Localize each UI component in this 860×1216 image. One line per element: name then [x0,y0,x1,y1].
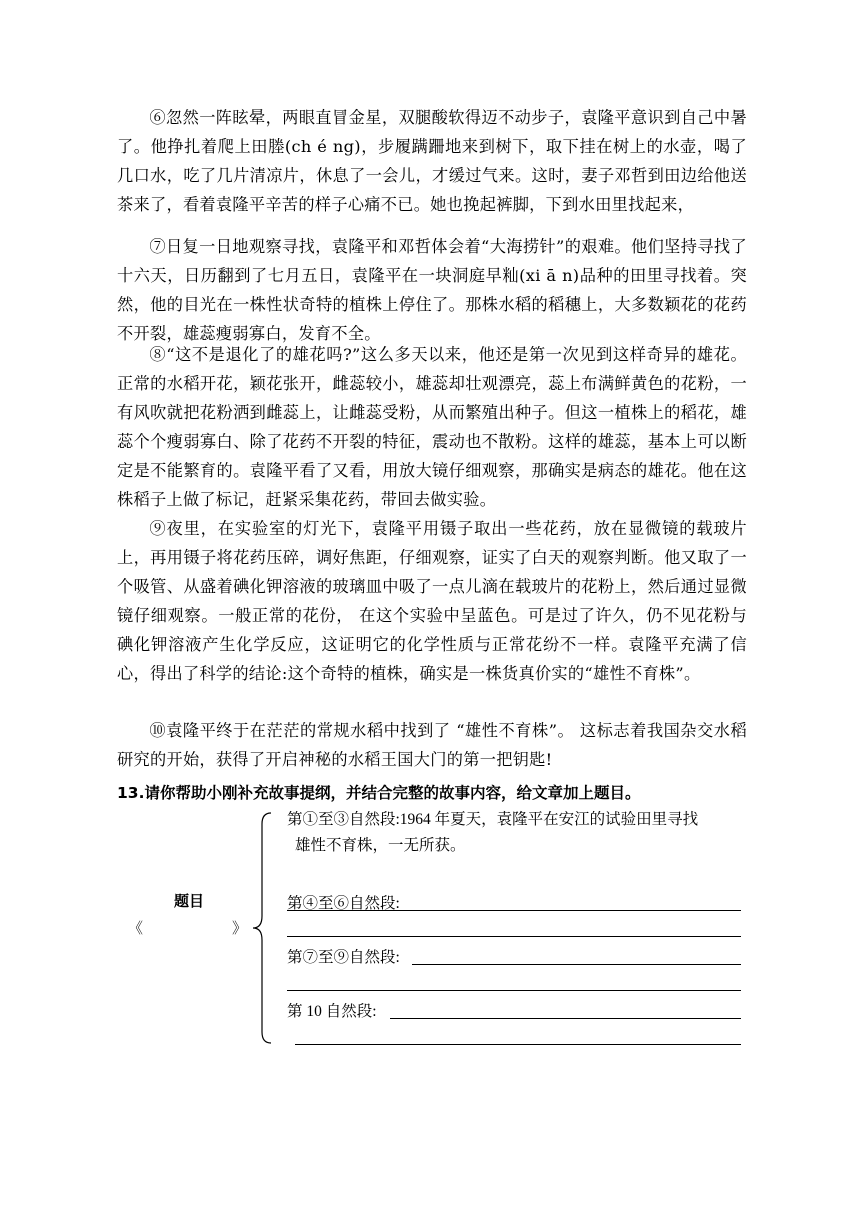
answer-line[interactable] [390,1018,741,1019]
outline-item-2: 第④至⑥自然段: [287,895,400,912]
answer-line[interactable] [287,910,741,911]
answer-line[interactable] [412,964,741,965]
title-close-mark: 》 [232,919,248,937]
outline-item-4: 第 10 自然段: [287,1003,377,1020]
title-label: 题目 [174,892,205,910]
paragraph-7: ⑦日复一日地观察寻找，袁隆平和邓哲体会着“大海捞针”的艰难。他们坚持寻找了十六天，日历翻到了七月五日，袁隆平在一块洞庭早籼(xi ā n)品种的田里寻找着。突然，他的目光在一株性状奇特的植株上停住了。那株水稻的稻穗上，大多数颖花的花药不开裂，雄蕊瘦弱寡白，发育不全。 [117,237,747,343]
outline-brace [252,812,272,1044]
answer-line[interactable] [287,936,741,937]
answer-line[interactable] [295,1044,741,1045]
outline-item-1-continued: 雄性不育株，一无所获。 [295,837,466,854]
title-open-mark: 《 [128,919,144,937]
outline-item-1: 第①至③自然段:1964 年夏天，袁隆平在安江的试验田里寻找 [287,811,699,828]
paragraph-6: ⑥忽然一阵眩晕，两眼直冒金星，双腿酸软得迈不动步子，袁隆平意识到自己中暑了。他挣扎着爬上田塍(ch é ng)，步履蹒跚地来到树下，取下挂在树上的水壶，喝了几口水，吃了几片清凉片，休息了一会儿，才缓过气来。这时，妻子邓哲到田边给他送茶来了，看着袁隆平辛苦的样子心痛不已。她也挽起裤脚，下到水田里找起来， [117,108,747,214]
outline-item-3: 第⑦至⑨自然段: [287,949,400,966]
paragraph-10: ⑩袁隆平终于在茫茫的常规水稻中找到了 “雄性不育株”。 这标志着我国杂交水稻研究的开始，获得了开启神秘的水稻王国大门的第一把钥匙! [117,721,747,769]
answer-line[interactable] [287,990,741,991]
paragraph-9: ⑨夜里，在实验室的灯光下，袁隆平用镊子取出一些花药，放在显微镜的载玻片上，再用镊子将花药压碎，调好焦距，仔细观察，证实了白天的观察判断。他又取了一个吸管、从盛着碘化钾溶液的玻璃皿中吸了一点儿滴在载玻片的花粉上，然后通过显微镜仔细观察。一般正常的花份， 在这个实验中呈蓝色。可是过了许久，仍不见花粉与碘化钾溶液产生化学反应，这证明它的化学性质与正常花纷不一样。袁隆平充满了信心，得出了科学的结论:这个奇特的植株，确实是一株货真价实的“雄性不育株”。 [117,519,747,683]
paragraph-8: ⑧“这不是退化了的雄花吗?”这么多天以来，他还是第一次见到这样奇异的雄花。正常的水稻开花，颖花张开，雌蕊较小，雄蕊却壮观漂亮，蕊上布满鲜黄色的花粉，一有风吹就把花粉洒到雌蕊上，让雌蕊受粉，从而繁殖出种子。但这一植株上的稻花，雄蕊个个瘦弱寡白、除了花药不开裂的特征，震动也不散粉。这样的雄蕊，基本上可以断定是不能繁育的。袁隆平看了又看，用放大镜仔细观察，那确实是病态的雄花。他在这株稻子上做了标记，赶紧采集花药，带回去做实验。 [117,345,747,509]
question-13: 13.请你帮助小刚补充故事提纲，并结合完整的故事内容，给文章加上题目。 [117,784,641,802]
